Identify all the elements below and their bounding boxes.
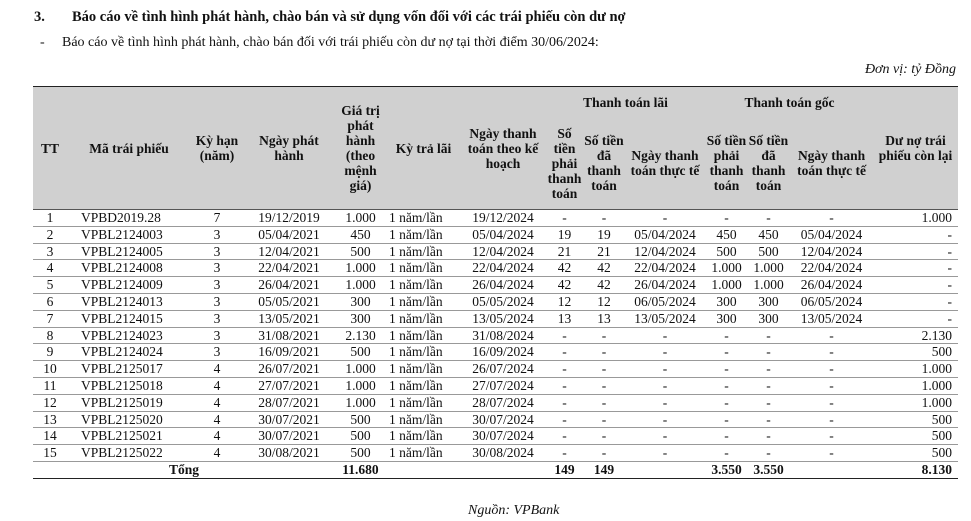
- table-row: [33, 243, 958, 260]
- subheading: [40, 35, 599, 51]
- cell-interest-paid: -: [584, 411, 624, 428]
- cell-tt: 8: [33, 327, 67, 344]
- cell-interest-paid: 21: [584, 243, 624, 260]
- total-label: Tổng: [33, 461, 335, 478]
- header-issue-date: Ngày phát hành: [243, 87, 335, 210]
- total-empty-cell: [624, 461, 706, 478]
- cell-term: 3: [191, 226, 243, 243]
- table-row: [33, 394, 958, 411]
- cell-principal-due: -: [706, 327, 747, 344]
- cell-payment-period: 1 năm/lần: [386, 226, 461, 243]
- header-planned-date: Ngày thanh toán theo kế hoạch: [461, 87, 545, 210]
- cell-payment-period: 1 năm/lần: [386, 394, 461, 411]
- section-title: Báo cáo về tình hình phát hành, chào bán và sử dụng vốn đối với các trái phiếu còn dư nợ: [72, 9, 626, 25]
- cell-interest-actual-date: 05/04/2024: [624, 226, 706, 243]
- table-row: [33, 260, 958, 277]
- cell-interest-due: 13: [545, 310, 584, 327]
- cell-interest-due: 12: [545, 293, 584, 310]
- header-interest-paid: Số tiền đã thanh toán: [584, 117, 624, 210]
- cell-interest-due: -: [545, 327, 584, 344]
- cell-principal-paid: -: [747, 210, 790, 227]
- cell-principal-paid: -: [747, 445, 790, 462]
- table-body: [33, 210, 958, 462]
- cell-principal-paid: -: [747, 327, 790, 344]
- cell-principal-paid: -: [747, 394, 790, 411]
- cell-issue-date: 16/09/2021: [243, 344, 335, 361]
- cell-interest-paid: -: [584, 428, 624, 445]
- table-row: [33, 310, 958, 327]
- cell-interest-actual-date: 22/04/2024: [624, 260, 706, 277]
- cell-principal-due: -: [706, 445, 747, 462]
- cell-interest-paid: 42: [584, 260, 624, 277]
- cell-value: 500: [335, 445, 386, 462]
- cell-tt: 3: [33, 243, 67, 260]
- subheading-text: Báo cáo về tình hình phát hành, chào bán đối với trái phiếu còn dư nợ tại thời điểm 30/06/2024:: [62, 35, 599, 50]
- cell-interest-actual-date: -: [624, 394, 706, 411]
- cell-value: 1.000: [335, 377, 386, 394]
- cell-principal-actual-date: 06/05/2024: [790, 293, 873, 310]
- table-row: [33, 411, 958, 428]
- cell-issue-date: 26/07/2021: [243, 361, 335, 378]
- cell-outstanding: 500: [873, 428, 958, 445]
- cell-interest-actual-date: 13/05/2024: [624, 310, 706, 327]
- cell-interest-paid: -: [584, 327, 624, 344]
- unit-label: Đơn vị: tỷ Đồng: [864, 62, 956, 77]
- cell-outstanding: 1.000: [873, 394, 958, 411]
- cell-principal-paid: -: [747, 411, 790, 428]
- cell-value: 450: [335, 226, 386, 243]
- cell-issue-date: 31/08/2021: [243, 327, 335, 344]
- cell-interest-paid: -: [584, 344, 624, 361]
- cell-principal-paid: 500: [747, 243, 790, 260]
- total-row: [33, 461, 958, 478]
- cell-term: 4: [191, 428, 243, 445]
- cell-code: VPBL2125018: [67, 377, 191, 394]
- total-outstanding: 8.130: [873, 461, 958, 478]
- cell-code: VPBL2124015: [67, 310, 191, 327]
- cell-principal-paid: 300: [747, 310, 790, 327]
- cell-planned-date: 22/04/2024: [461, 260, 545, 277]
- cell-value: 300: [335, 310, 386, 327]
- cell-term: 3: [191, 327, 243, 344]
- cell-term: 7: [191, 210, 243, 227]
- cell-code: VPBL2124009: [67, 277, 191, 294]
- cell-term: 3: [191, 293, 243, 310]
- cell-interest-paid: -: [584, 394, 624, 411]
- cell-interest-paid: 19: [584, 226, 624, 243]
- cell-principal-due: 1.000: [706, 277, 747, 294]
- cell-tt: 6: [33, 293, 67, 310]
- cell-value: 500: [335, 243, 386, 260]
- cell-principal-paid: -: [747, 344, 790, 361]
- cell-payment-period: 1 năm/lần: [386, 210, 461, 227]
- header-principal-due: Số tiền phải thanh toán: [706, 117, 747, 210]
- cell-tt: 12: [33, 394, 67, 411]
- cell-term: 3: [191, 260, 243, 277]
- cell-payment-period: 1 năm/lần: [386, 344, 461, 361]
- cell-planned-date: 26/07/2024: [461, 361, 545, 378]
- table-row: [33, 445, 958, 462]
- cell-code: VPBL2125020: [67, 411, 191, 428]
- cell-principal-actual-date: -: [790, 445, 873, 462]
- cell-interest-due: 42: [545, 260, 584, 277]
- cell-principal-due: 500: [706, 243, 747, 260]
- cell-principal-actual-date: -: [790, 377, 873, 394]
- cell-planned-date: 05/04/2024: [461, 226, 545, 243]
- cell-principal-due: -: [706, 394, 747, 411]
- cell-interest-paid: -: [584, 361, 624, 378]
- cell-code: VPBL2124023: [67, 327, 191, 344]
- cell-interest-paid: -: [584, 445, 624, 462]
- cell-value: 1.000: [335, 394, 386, 411]
- cell-code: VPBL2125019: [67, 394, 191, 411]
- table-row: [33, 277, 958, 294]
- cell-issue-date: 22/04/2021: [243, 260, 335, 277]
- cell-interest-actual-date: -: [624, 411, 706, 428]
- cell-interest-actual-date: -: [624, 377, 706, 394]
- cell-outstanding: 1.000: [873, 377, 958, 394]
- cell-interest-actual-date: -: [624, 344, 706, 361]
- bullet-dash: -: [40, 35, 45, 50]
- cell-issue-date: 30/07/2021: [243, 411, 335, 428]
- cell-principal-due: 1.000: [706, 260, 747, 277]
- cell-principal-paid: -: [747, 428, 790, 445]
- cell-code: VPBL2125021: [67, 428, 191, 445]
- cell-interest-actual-date: -: [624, 428, 706, 445]
- cell-principal-due: 450: [706, 226, 747, 243]
- cell-term: 4: [191, 361, 243, 378]
- cell-interest-actual-date: 06/05/2024: [624, 293, 706, 310]
- cell-issue-date: 19/12/2019: [243, 210, 335, 227]
- cell-issue-date: 05/04/2021: [243, 226, 335, 243]
- cell-tt: 5: [33, 277, 67, 294]
- cell-value: 500: [335, 344, 386, 361]
- cell-principal-due: -: [706, 210, 747, 227]
- section-number: 3.: [34, 9, 45, 25]
- cell-tt: 4: [33, 260, 67, 277]
- bond-table: [33, 86, 958, 479]
- cell-code: VPBL2124003: [67, 226, 191, 243]
- cell-interest-paid: -: [584, 210, 624, 227]
- cell-planned-date: 26/04/2024: [461, 277, 545, 294]
- cell-interest-actual-date: -: [624, 210, 706, 227]
- cell-interest-due: 21: [545, 243, 584, 260]
- cell-value: 1.000: [335, 277, 386, 294]
- cell-payment-period: 1 năm/lần: [386, 277, 461, 294]
- cell-interest-paid: 12: [584, 293, 624, 310]
- header-interest-group: Thanh toán lãi: [545, 87, 706, 118]
- cell-principal-actual-date: 22/04/2024: [790, 260, 873, 277]
- cell-principal-due: 300: [706, 310, 747, 327]
- header-value: Giá trị phát hành (theo mệnh giá): [335, 87, 386, 210]
- total-interest-paid: 149: [584, 461, 624, 478]
- table-row: [33, 293, 958, 310]
- cell-principal-actual-date: 13/05/2024: [790, 310, 873, 327]
- cell-principal-actual-date: -: [790, 394, 873, 411]
- cell-payment-period: 1 năm/lần: [386, 243, 461, 260]
- total-empty-cell: [461, 461, 545, 478]
- cell-principal-actual-date: -: [790, 210, 873, 227]
- header-interest-due: Số tiền phải thanh toán: [545, 117, 584, 210]
- cell-term: 3: [191, 310, 243, 327]
- header-tt: TT: [33, 87, 67, 210]
- cell-planned-date: 30/07/2024: [461, 428, 545, 445]
- cell-code: VPBL2124024: [67, 344, 191, 361]
- header-principal-group: Thanh toán gốc: [706, 87, 873, 118]
- cell-issue-date: 05/05/2021: [243, 293, 335, 310]
- cell-tt: 15: [33, 445, 67, 462]
- cell-planned-date: 12/04/2024: [461, 243, 545, 260]
- cell-tt: 14: [33, 428, 67, 445]
- cell-outstanding: 1.000: [873, 361, 958, 378]
- cell-interest-due: -: [545, 445, 584, 462]
- cell-payment-period: 1 năm/lần: [386, 411, 461, 428]
- cell-outstanding: -: [873, 243, 958, 260]
- total-interest-due: 149: [545, 461, 584, 478]
- cell-principal-due: -: [706, 361, 747, 378]
- cell-planned-date: 31/08/2024: [461, 327, 545, 344]
- cell-code: VPBL2124008: [67, 260, 191, 277]
- source-note: Nguồn: VPBank: [468, 503, 560, 518]
- cell-term: 4: [191, 411, 243, 428]
- cell-principal-paid: 300: [747, 293, 790, 310]
- cell-payment-period: 1 năm/lần: [386, 293, 461, 310]
- cell-principal-actual-date: 05/04/2024: [790, 226, 873, 243]
- table-row: [33, 327, 958, 344]
- header-interest-actual-date: Ngày thanh toán thực tế: [624, 117, 706, 210]
- cell-outstanding: -: [873, 293, 958, 310]
- table-row: [33, 344, 958, 361]
- cell-outstanding: -: [873, 277, 958, 294]
- cell-principal-due: -: [706, 377, 747, 394]
- cell-interest-due: -: [545, 377, 584, 394]
- cell-value: 1.000: [335, 210, 386, 227]
- cell-payment-period: 1 năm/lần: [386, 310, 461, 327]
- cell-planned-date: 19/12/2024: [461, 210, 545, 227]
- cell-tt: 9: [33, 344, 67, 361]
- cell-tt: 2: [33, 226, 67, 243]
- cell-issue-date: 28/07/2021: [243, 394, 335, 411]
- table-row: [33, 377, 958, 394]
- cell-principal-paid: 450: [747, 226, 790, 243]
- cell-principal-paid: -: [747, 377, 790, 394]
- section-heading: [34, 9, 626, 26]
- cell-value: 500: [335, 411, 386, 428]
- cell-code: VPBL2125017: [67, 361, 191, 378]
- cell-interest-actual-date: -: [624, 361, 706, 378]
- total-principal-paid: 3.550: [747, 461, 790, 478]
- cell-planned-date: 30/07/2024: [461, 411, 545, 428]
- cell-planned-date: 05/05/2024: [461, 293, 545, 310]
- cell-principal-paid: 1.000: [747, 277, 790, 294]
- cell-interest-actual-date: -: [624, 445, 706, 462]
- cell-principal-actual-date: -: [790, 327, 873, 344]
- cell-term: 4: [191, 394, 243, 411]
- header-payment-period: Kỳ trả lãi: [386, 87, 461, 210]
- total-value: 11.680: [335, 461, 386, 478]
- cell-outstanding: 500: [873, 445, 958, 462]
- cell-interest-paid: 42: [584, 277, 624, 294]
- cell-code: VPBD2019.28: [67, 210, 191, 227]
- cell-issue-date: 30/07/2021: [243, 428, 335, 445]
- cell-issue-date: 13/05/2021: [243, 310, 335, 327]
- cell-term: 4: [191, 445, 243, 462]
- cell-interest-due: -: [545, 361, 584, 378]
- cell-planned-date: 16/09/2024: [461, 344, 545, 361]
- cell-planned-date: 27/07/2024: [461, 377, 545, 394]
- cell-tt: 7: [33, 310, 67, 327]
- cell-value: 500: [335, 428, 386, 445]
- cell-principal-actual-date: 26/04/2024: [790, 277, 873, 294]
- cell-value: 2.130: [335, 327, 386, 344]
- cell-interest-due: -: [545, 411, 584, 428]
- header-principal-actual-date: Ngày thanh toán thực tế: [790, 117, 873, 210]
- table-row: [33, 428, 958, 445]
- cell-outstanding: -: [873, 226, 958, 243]
- cell-interest-due: 19: [545, 226, 584, 243]
- cell-payment-period: 1 năm/lần: [386, 377, 461, 394]
- cell-outstanding: -: [873, 310, 958, 327]
- cell-principal-due: -: [706, 411, 747, 428]
- cell-interest-actual-date: 12/04/2024: [624, 243, 706, 260]
- cell-issue-date: 26/04/2021: [243, 277, 335, 294]
- cell-interest-due: -: [545, 210, 584, 227]
- cell-payment-period: 1 năm/lần: [386, 260, 461, 277]
- cell-issue-date: 30/08/2021: [243, 445, 335, 462]
- cell-value: 1.000: [335, 361, 386, 378]
- cell-interest-paid: 13: [584, 310, 624, 327]
- cell-principal-due: -: [706, 428, 747, 445]
- total-principal-due: 3.550: [706, 461, 747, 478]
- cell-interest-actual-date: 26/04/2024: [624, 277, 706, 294]
- cell-tt: 11: [33, 377, 67, 394]
- cell-principal-due: -: [706, 344, 747, 361]
- table-row: [33, 226, 958, 243]
- cell-principal-paid: -: [747, 361, 790, 378]
- cell-payment-period: 1 năm/lần: [386, 445, 461, 462]
- cell-planned-date: 13/05/2024: [461, 310, 545, 327]
- total-empty-cell: [386, 461, 461, 478]
- cell-term: 3: [191, 277, 243, 294]
- cell-value: 300: [335, 293, 386, 310]
- cell-term: 3: [191, 243, 243, 260]
- cell-term: 4: [191, 377, 243, 394]
- cell-code: VPBL2124013: [67, 293, 191, 310]
- table-row: [33, 361, 958, 378]
- cell-interest-actual-date: -: [624, 327, 706, 344]
- cell-outstanding: 500: [873, 411, 958, 428]
- table-row: [33, 210, 958, 227]
- header-term: Kỳ hạn (năm): [191, 87, 243, 210]
- cell-code: VPBL2124005: [67, 243, 191, 260]
- cell-outstanding: -: [873, 260, 958, 277]
- cell-value: 1.000: [335, 260, 386, 277]
- cell-tt: 10: [33, 361, 67, 378]
- cell-outstanding: 1.000: [873, 210, 958, 227]
- cell-interest-due: -: [545, 394, 584, 411]
- cell-tt: 1: [33, 210, 67, 227]
- header-code: Mã trái phiếu: [67, 87, 191, 210]
- cell-outstanding: 2.130: [873, 327, 958, 344]
- cell-principal-actual-date: -: [790, 428, 873, 445]
- cell-payment-period: 1 năm/lần: [386, 361, 461, 378]
- cell-code: VPBL2125022: [67, 445, 191, 462]
- cell-outstanding: 500: [873, 344, 958, 361]
- total-empty-cell: [790, 461, 873, 478]
- header-principal-paid: Số tiền đã thanh toán: [747, 117, 790, 210]
- cell-issue-date: 12/04/2021: [243, 243, 335, 260]
- cell-payment-period: 1 năm/lần: [386, 428, 461, 445]
- cell-term: 3: [191, 344, 243, 361]
- cell-issue-date: 27/07/2021: [243, 377, 335, 394]
- cell-principal-actual-date: -: [790, 344, 873, 361]
- cell-planned-date: 28/07/2024: [461, 394, 545, 411]
- cell-interest-due: -: [545, 428, 584, 445]
- cell-principal-actual-date: 12/04/2024: [790, 243, 873, 260]
- cell-principal-actual-date: -: [790, 361, 873, 378]
- cell-principal-actual-date: -: [790, 411, 873, 428]
- cell-principal-paid: 1.000: [747, 260, 790, 277]
- cell-interest-due: -: [545, 344, 584, 361]
- cell-tt: 13: [33, 411, 67, 428]
- cell-principal-due: 300: [706, 293, 747, 310]
- cell-interest-paid: -: [584, 377, 624, 394]
- cell-payment-period: 1 năm/lần: [386, 327, 461, 344]
- header-outstanding: Dư nợ trái phiếu còn lại: [873, 87, 958, 210]
- cell-planned-date: 30/08/2024: [461, 445, 545, 462]
- cell-interest-due: 42: [545, 277, 584, 294]
